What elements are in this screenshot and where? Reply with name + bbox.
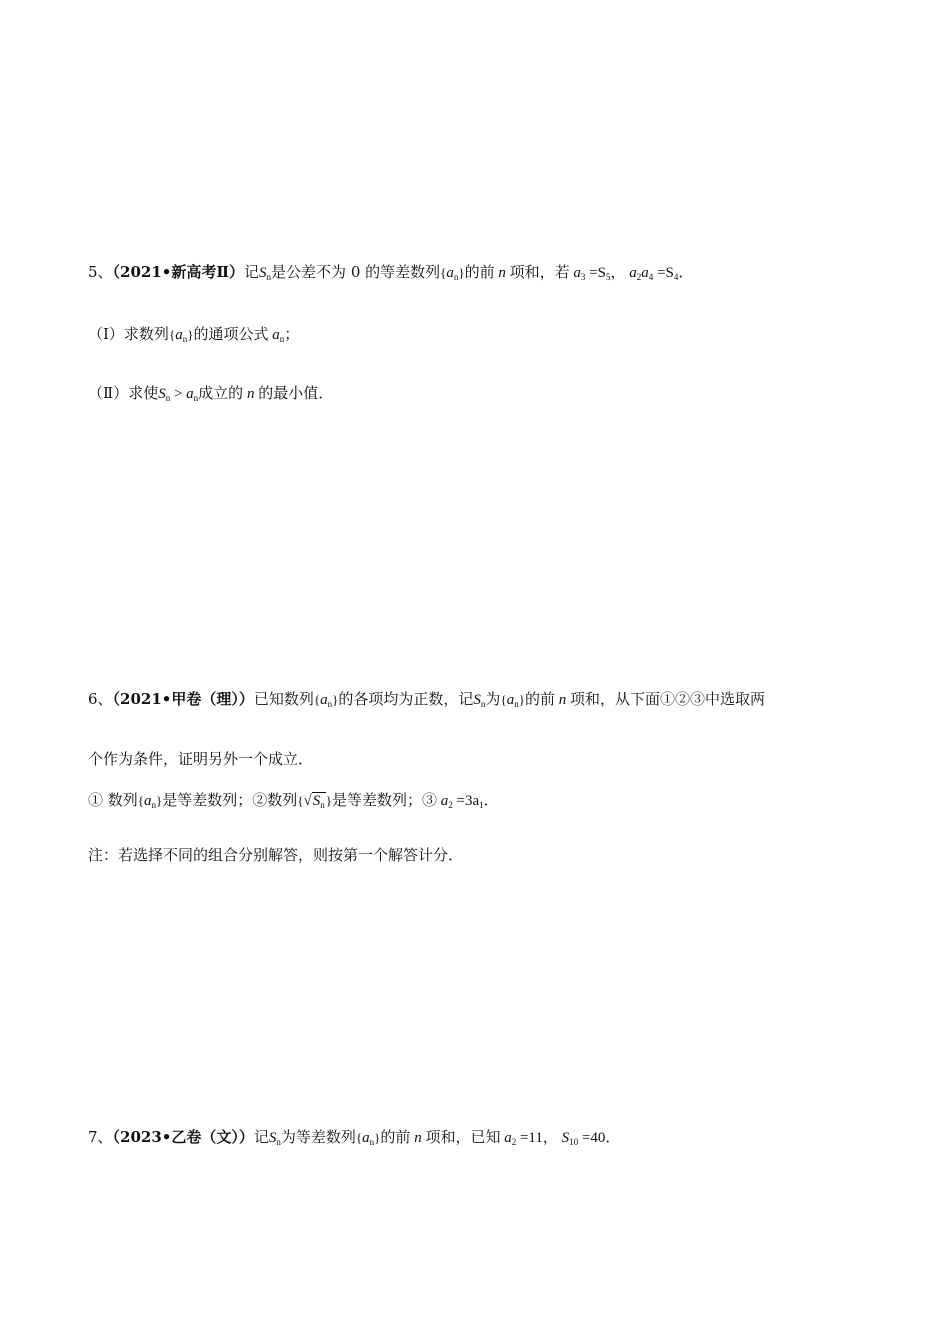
q7-number: 7、: [88, 1128, 113, 1146]
q6-line2: 个作为条件，证明另外一个成立．: [88, 750, 314, 768]
q6-source: （2021•甲卷（理））: [112, 690, 254, 708]
q5-number: 5、: [88, 263, 113, 281]
q6-number: 6、: [88, 690, 113, 708]
q5-an-seq: $\{a_n\}$: [440, 265, 465, 282]
q5-source: （2021•新高考Ⅱ）: [112, 263, 245, 281]
q7-stem: 7、（2023•乙卷（文））记$S_n$为等差数列$\{a_n\}$的前 n 项和，已知 $a_2 =11$， $S_{10} =40$．: [88, 1128, 621, 1147]
q5-eq1: $a_3 =S_5$: [569, 265, 611, 282]
q6-stem: 6、（2021•甲卷（理））已知数列$\{a_n\}$的各项均为正数，记$S_n$为$\{a_n\}$的前 n 项和，从下面①②③中选取两: [88, 690, 765, 709]
q5-eq2: $a_2a_4 =S_4$: [625, 265, 679, 282]
q5-part1: （Ⅰ）求数列$\{a_n\}$的通项公式 $a_n$；: [88, 325, 300, 344]
q5-part2: （Ⅱ）求使$S_n > a_n$成立的 n 的最小值．: [88, 384, 334, 403]
q6-note: 注：若选择不同的组合分别解答，则按第一个解答计分．: [88, 846, 464, 864]
q6-conditions: ① 数列$\{a_n\}$是等差数列；②数列$\{√S_n\}$是等差数列；③ $a_2 =3a_1$．: [88, 791, 499, 810]
q5-sn: $S_n$: [259, 265, 272, 282]
q5-stem: 5、（2021•新高考Ⅱ）记$S_n$是公差不为 0 的等差数列$\{a_n\}$的前 n 项和，若 $a_3 =S_5$， $a_2a_4 =S_4$．: [88, 263, 694, 282]
q7-source: （2023•乙卷（文））: [112, 1128, 254, 1146]
